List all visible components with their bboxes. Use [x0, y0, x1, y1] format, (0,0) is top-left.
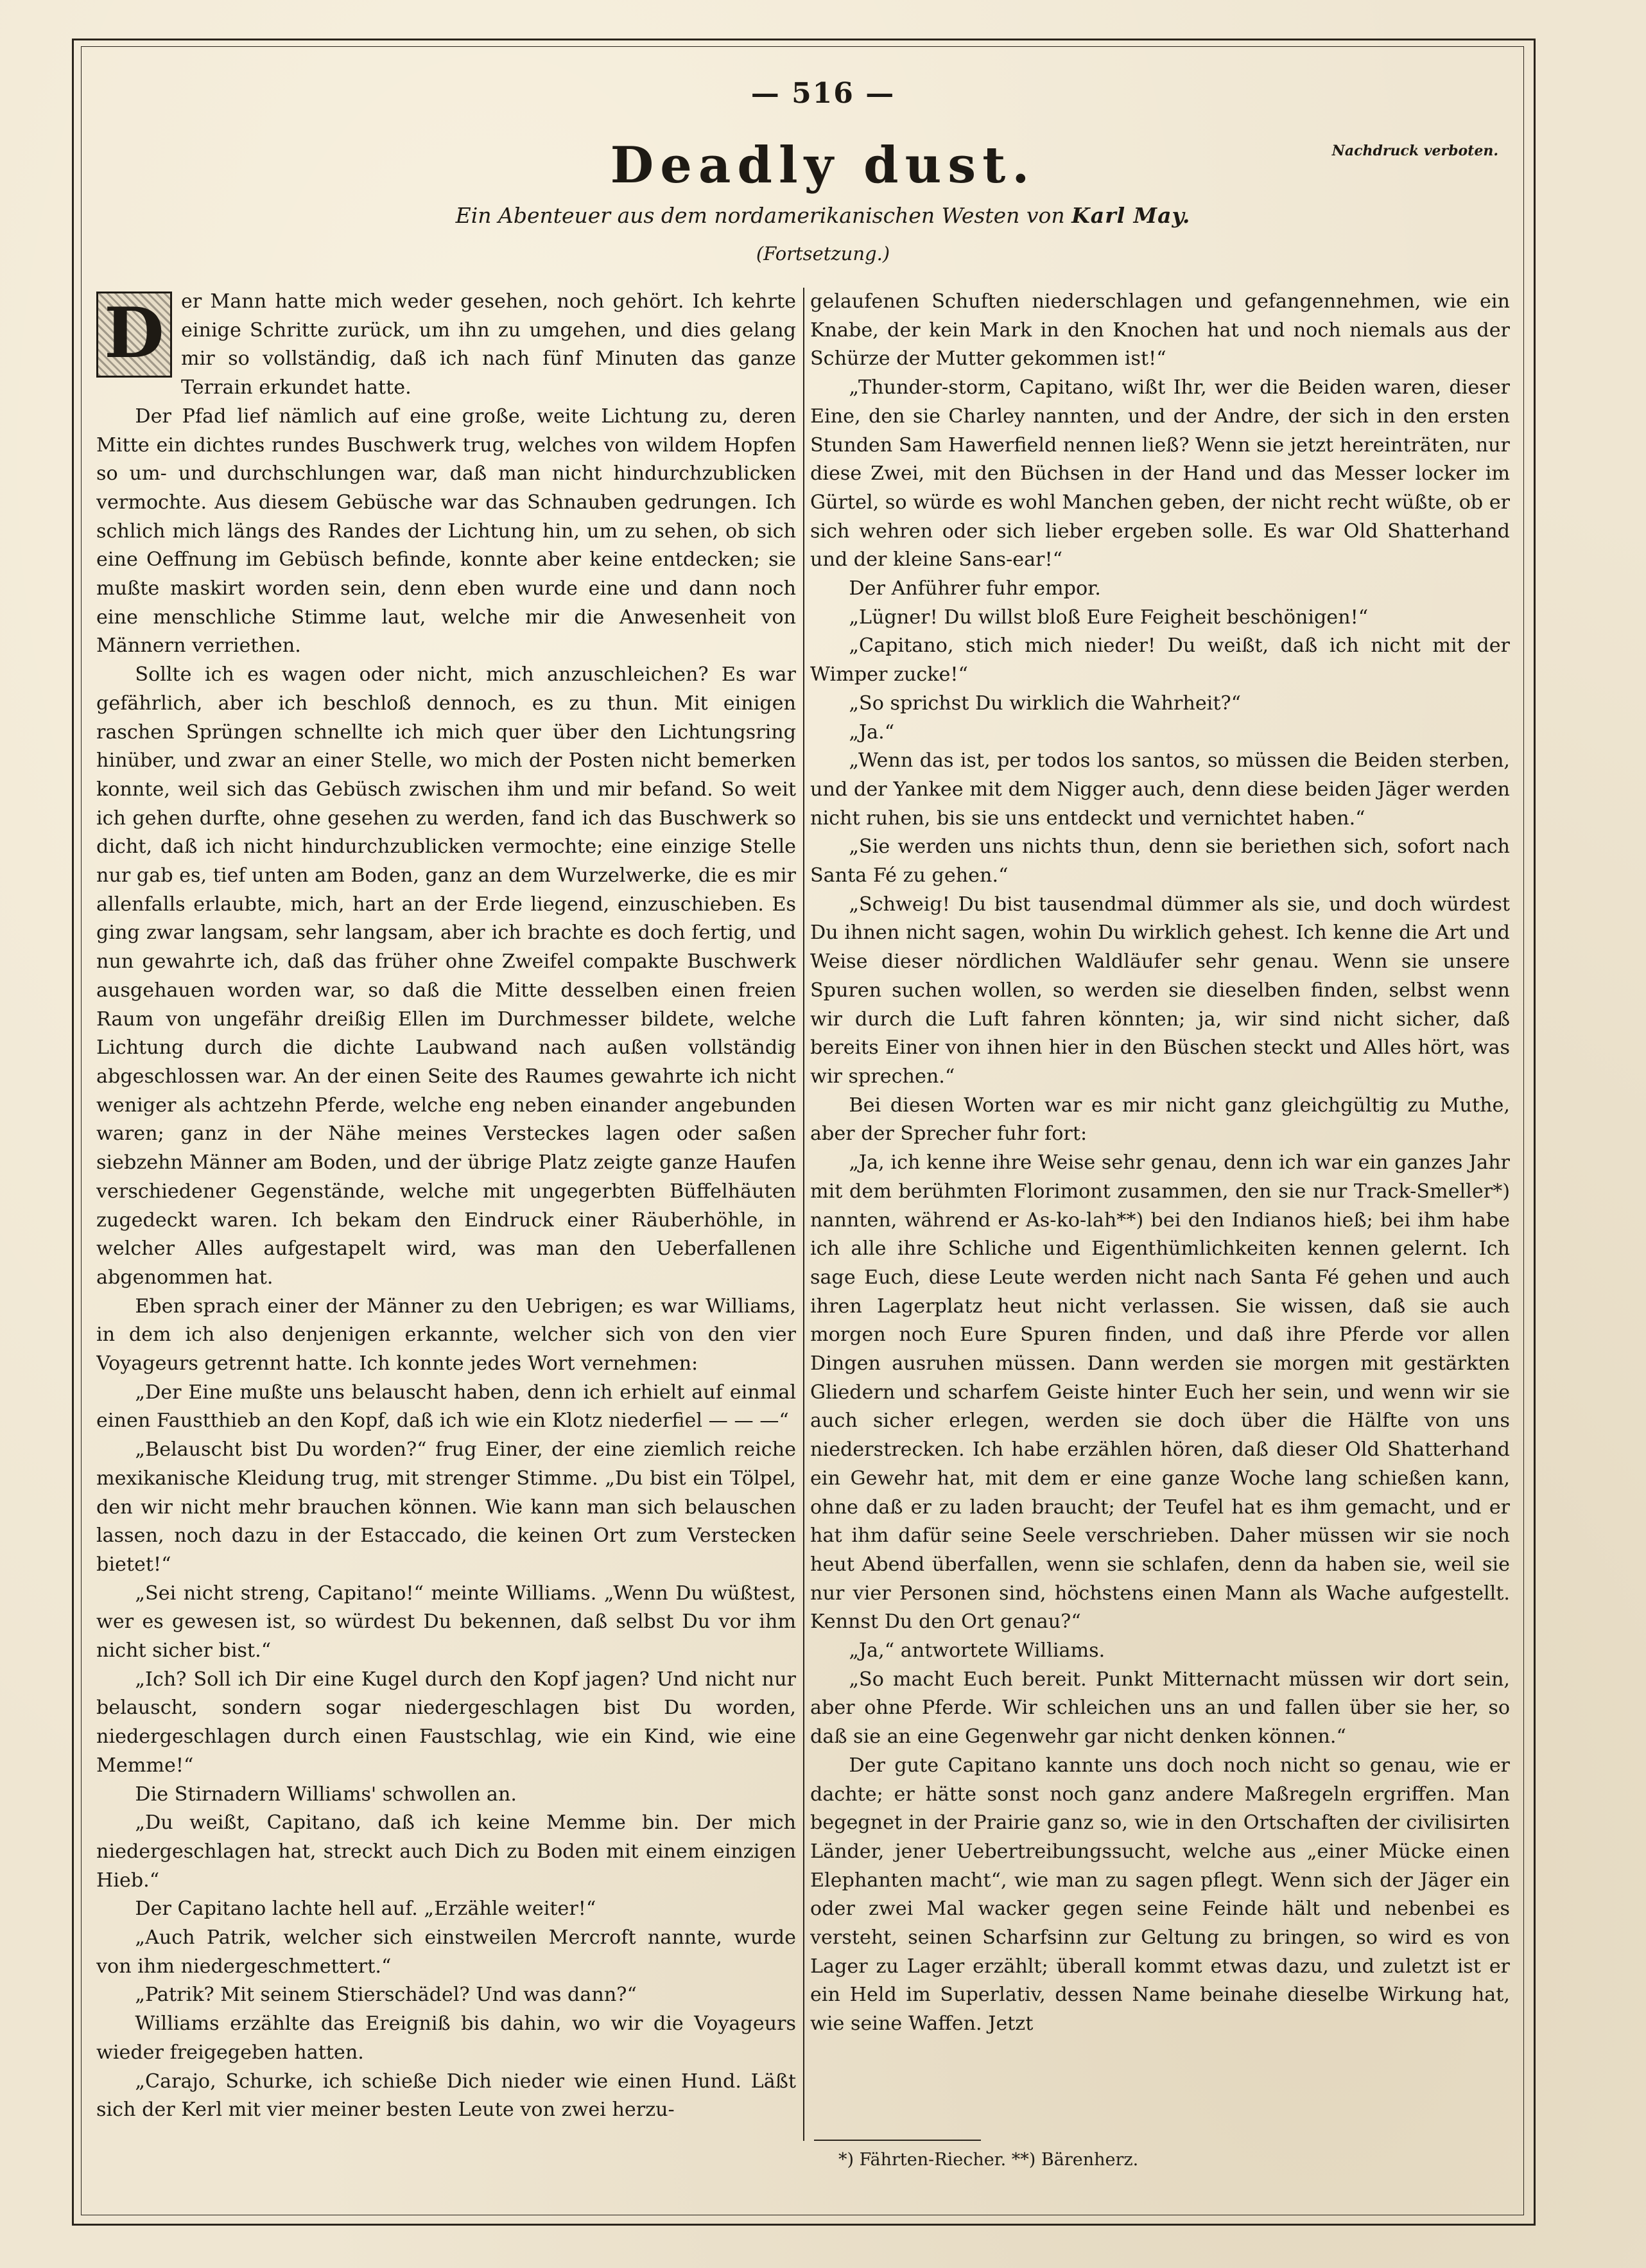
- paragraph: „Ja,“ antwortete Williams.: [849, 1639, 1105, 1662]
- paragraph: „Schweig! Du bist tausendmal dümmer als sie, und doch würdest Du ihnen nicht sagen, wohin Du wirklich gehest. Ich kenne die Art und Weise dieser nördlichen Waldläufer sehr genau. Wenn sie unsere Spuren suchen wollen, so werden sie dieselben finden, selbst wenn wir durch die Luft fahren könnten; ja, wir sind nicht sicher, daß bereits Einer von ihnen hier in den Büschen steckt und Alles hört, was wir sprechen.“: [810, 893, 1510, 1088]
- paragraph: „Der Eine mußte uns belauscht haben, denn ich erhielt auf einmal einen Faustthieb an den Kopf, daß ich wie ein Klotz niederfiel — — —“: [96, 1381, 796, 1433]
- paragraph: „So sprichst Du wirklich die Wahrheit?“: [849, 692, 1242, 715]
- paragraph: Eben sprach einer der Männer zu den Uebrigen; es war Williams, in dem ich also denjenigen erkannte, welcher sich von den vier Voyageurs getrennt hatte. Ich konnte jedes Wort vernehmen:: [96, 1295, 796, 1375]
- paragraph: „Auch Patrik, welcher sich einstweilen Mercroft nannte, wurde von ihm niedergeschmettert.“: [96, 1926, 796, 1978]
- paragraph: gelaufenen Schuften niederschlagen und gefangennehmen, wie ein Knabe, der kein Mark in den Knochen hat und noch niemals aus der Schürze der Mutter gekommen ist!“: [810, 290, 1510, 371]
- subtitle-text: Ein Abenteuer aus dem nordamerikanischen Westen von: [455, 203, 1065, 228]
- page-number: — 516 —: [750, 77, 896, 110]
- paragraph: „Capitano, stich mich nieder! Du weißt, daß ich nicht mit der Wimper zucke!“: [810, 634, 1510, 686]
- column-divider: [803, 288, 804, 2141]
- paragraph: Sollte ich es wagen oder nicht, mich anzuschleichen? Es war gefährlich, aber ich beschloß dennoch, es zu thun. Mit einigen raschen Sprüngen schnellte ich mich quer über den Lichtungsring hinüber, und zwar an einer Stelle, wo mich der Posten nicht bemerken konnte, weil sich das Gebüsch zwischen ihm und mir befand. So weit ich gehen durfte, ohne gesehen zu werden, fand ich das Buschwerk so dicht, daß ich nicht hindurchzublicken vermochte; eine einzige Stelle nur gab es, tief unten am Boden, ganz an dem Wurzelwerke, die es mir allenfalls erlaubte, mich, hart an der Erde liegend, einzuschieben. Es ging zwar langsam, sehr langsam, aber ich brachte es doch fertig, und nun gewahrte ich, daß das früher ohne Zweifel compakte Buschwerk ausgehauen worden war, so daß die Mitte desselben einen freien Raum von ungefähr dreißig Ellen im Durchmesser bildete, welche Lichtung durch die dichte Laubwand nach außen vollständig abgeschlossen war. An der einen Seite des Raumes gewahrte ich nicht weniger als achtzehn Pferde, welche eng neben einander angebunden waren; ganz in der Nähe meines Versteckes lagen oder saßen siebzehn Männer am Boden, und der übrige Platz zeigte ganze Haufen verschiedener Gegenstände, welche mit ungegerbten Büffelhäuten zugedeckt waren. Ich bekam den Eindruck einer Räuberhöhle, in welcher Alles aufgestapelt wird, was man den Ueberfallenen abgenommen hat.: [96, 663, 796, 1289]
- paragraph: „Ich? Soll ich Dir eine Kugel durch den Kopf jagen? Und nicht nur belauscht, sondern sogar niedergeschlagen bist Du worden, niedergeschlagen durch einen Faustschlag, wie ein Kind, wie eine Memme!“: [96, 1668, 796, 1777]
- paragraph: er Mann hatte mich weder gesehen, noch gehört. Ich kehrte einige Schritte zurück, um ihn zu umgehen, und dies gelang mir so vollständig, daß ich nach fünf Minuten das ganze Terrain erkundet hatte.: [181, 290, 796, 399]
- paragraph: „Wenn das ist, per todos los santos, so müssen die Beiden sterben, und der Yankee mit dem Nigger auch, denn diese beiden Jäger werden nicht ruhen, bis sie uns entdeckt und vernichtet haben.“: [810, 749, 1510, 830]
- paragraph: „Thunder-storm, Capitano, wißt Ihr, wer die Beiden waren, dieser Eine, den sie Charley nannten, und der Andre, der sich in den ersten Stunden Sam Hawerfield nennen ließ? Wenn sie jetzt hereinträten, nur diese Zwei, mit den Büchsen in der Hand und das Messer locker im Gürtel, so würde es wohl Manchen geben, der nicht recht wüßte, ob er sich wehren oder sich lieber ergeben solle. Es war Old Shatterhand und der kleine Sans-ear!“: [810, 376, 1510, 571]
- paragraph: Der Anführer fuhr empor.: [849, 577, 1101, 600]
- paragraph: „Belauscht bist Du worden?“ frug Einer, der eine ziemlich reiche mexikanische Kleidung trug, mit strenger Stimme. „Du bist ein Tölpel, den wir nicht mehr brauchen können. Wie kann man sich belauschen lassen, noch dazu in der Estaccado, die keinen Ort zum Verstecken bietet!“: [96, 1438, 796, 1576]
- author-name: Karl May.: [1071, 203, 1191, 228]
- paragraph: „Lügner! Du willst bloß Eure Feigheit beschönigen!“: [849, 606, 1369, 629]
- continuation-note: (Fortsetzung.): [756, 243, 890, 265]
- article-title: Deadly dust.: [610, 136, 1036, 195]
- paragraph: „Patrik? Mit seinem Stierschädel? Und was dann?“: [135, 1984, 637, 2007]
- paragraph: Der Capitano lachte hell auf. „Erzähle weiter!“: [135, 1897, 596, 1921]
- footnote: *) Fährten-Riecher. **) Bärenherz.: [838, 2150, 1139, 2170]
- paragraph: Bei diesen Worten war es mir nicht ganz gleichgültig zu Muthe, aber der Sprecher fuhr fort:: [810, 1094, 1510, 1146]
- paragraph: „So macht Euch bereit. Punkt Mitternacht müssen wir dort sein, aber ohne Pferde. Wir schleichen uns an und fallen über sie her, so daß sie an eine Gegenwehr gar nicht denken können.“: [810, 1668, 1510, 1749]
- right-column: [810, 288, 1510, 2150]
- article-subtitle: [0, 203, 1646, 228]
- paragraph: Williams erzählte das Ereigniß bis dahin, wo wir die Voyageurs wieder freigegeben hatten.: [96, 2012, 796, 2064]
- paragraph: „Du weißt, Capitano, daß ich keine Memme bin. Der mich niedergeschlagen hat, streckt auch Dich zu Boden mit einem einzigen Hieb.“: [96, 1811, 796, 1892]
- dropcap-initial: D: [96, 292, 172, 378]
- paragraph: „Sie werden uns nichts thun, denn sie beriethen sich, sofort nach Santa Fé zu gehen.“: [810, 835, 1510, 887]
- paragraph: „Carajo, Schurke, ich schieße Dich nieder wie einen Hund. Läßt sich der Kerl mit vier meiner besten Leute von zwei herzu-: [96, 2070, 796, 2122]
- footnote-rule: [814, 2140, 981, 2141]
- paragraph: Der Pfad lief nämlich auf eine große, weite Lichtung zu, deren Mitte ein dichtes rundes Buschwerk trug, welches von wildem Hopfen so um- und durchschlungen war, daß man nicht hindurchzublicken vermochte. Aus diesem Gebüsche war das Schnauben gedrungen. Ich schlich mich längs des Randes der Lichtung hin, um zu sehen, ob sich eine Oeffnung im Gebüsch befinde, konnte aber keine entdecken; sie mußte maskirt worden sein, denn eben wurde eine und dann noch eine menschliche Stimme laut, welche mir die Anwesenheit von Männern verriethen.: [96, 405, 796, 658]
- rights-notice: Nachdruck verboten.: [1331, 143, 1498, 159]
- paragraph: „Ja, ich kenne ihre Weise sehr genau, denn ich war ein ganzes Jahr mit dem berühmten Florimont zusammen, den sie nur Track-Smeller*) nannten, während er As-ko-lah**) bei den Indianos hieß; bei ihm habe ich alle ihre Schliche und Eigenthümlichkeiten kennen gelernt. Ich sage Euch, diese Leute werden nicht nach Santa Fé gehen und auch ihren Lagerplatz heut nicht verlassen. Sie wissen, daß sie auch morgen noch Eure Spuren finden, und daß ihre Pferde vor allen Dingen ausruhen müssen. Dann werden sie morgen mit gestärkten Gliedern und scharfem Geiste hinter Euch her sein, und wenn wir sie auch sicher erlegen, werden sie doch über die Hälfte von uns niederstrecken. Ich habe erzählen hören, daß dieser Old Shatterhand ein Gewehr hat, mit dem er eine ganze Woche lang schießen kann, ohne daß er zu laden braucht; der Teufel hat es ihm gemacht, und er hat ihm dafür seine Seele verschrieben. Daher müssen wir sie noch heut Abend überfallen, wenn sie schlafen, denn da haben sie, weil sie nur vier Personen sind, höchstens einen Mann als Wache aufgestellt. Kennst Du den Ort genau?“: [810, 1151, 1510, 1634]
- paragraph: „Sei nicht streng, Capitano!“ meinte Williams. „Wenn Du wüßtest, wer es gewesen ist, so würdest Du bekennen, daß selbst Du vor ihm nicht sicher bist.“: [96, 1582, 796, 1662]
- left-column: [96, 288, 796, 2150]
- paragraph: Die Stirnadern Williams' schwollen an.: [135, 1783, 517, 1806]
- paragraph: Der gute Capitano kannte uns doch noch nicht so genau, wie er dachte; er hätte sonst noch ganz andere Maßregeln ergriffen. Man begegnet in der Prairie ganz so, wie in den Ortschaften der civilisirten Länder, jener Uebertreibungssucht, welche aus „einer Mücke einen Elephanten macht“, wie man zu sagen pflegt. Wenn sich der Jäger ein oder zwei Mal wacker gegen seine Feinde hält und nebenbei es versteht, seinen Scharfsinn zur Geltung zu bringen, so wird es von Lager zu Lager erzählt; überall kommt etwas dazu, und zuletzt ist er ein Held im Superlativ, dessen Name beinahe dieselbe Wirkung hat, wie seine Waffen. Jetzt: [810, 1754, 1510, 2036]
- paragraph: „Ja.“: [849, 720, 895, 744]
